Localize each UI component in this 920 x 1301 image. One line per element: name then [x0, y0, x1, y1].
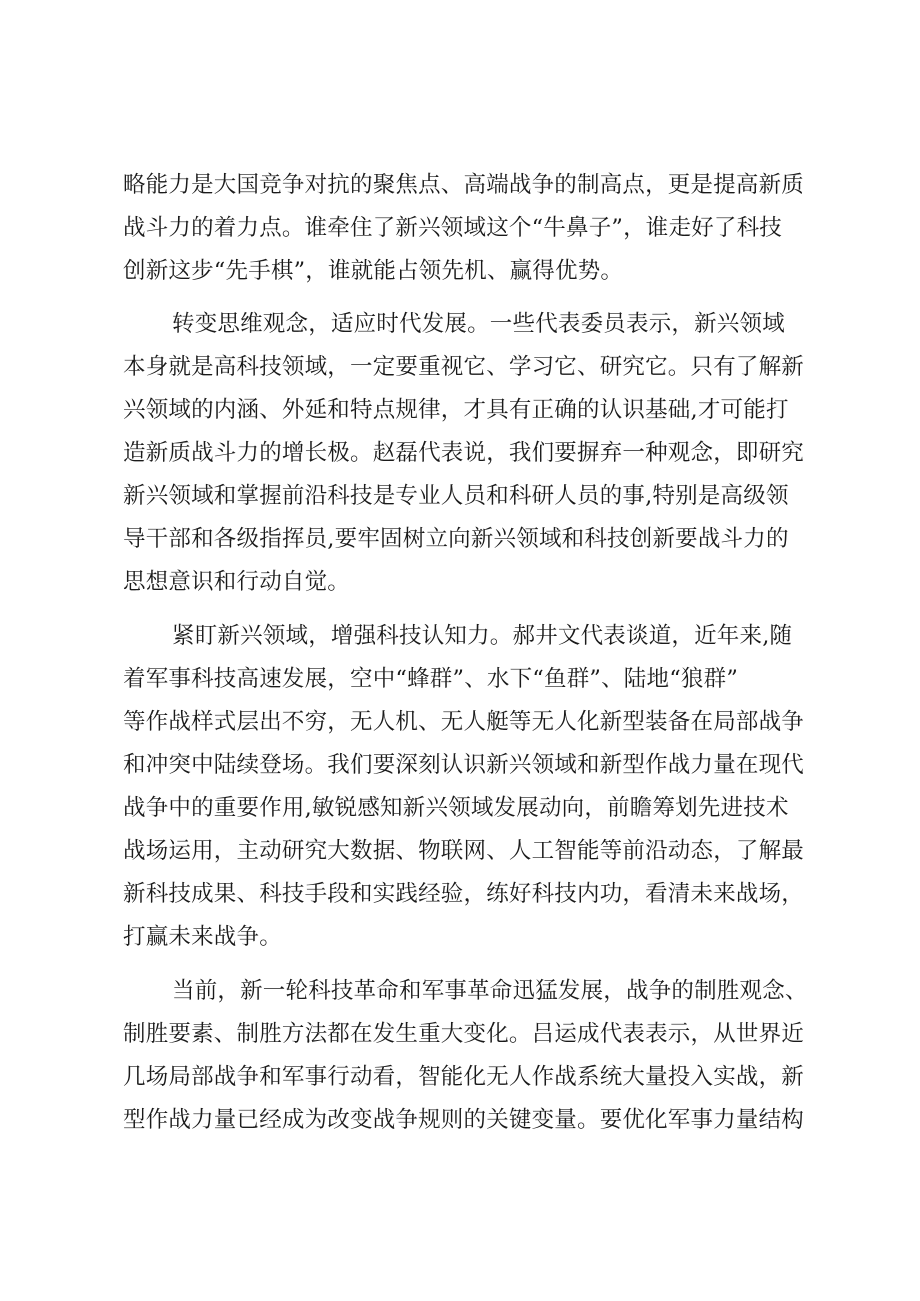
text-line: 战争中的重要作用,敏锐感知新兴领域发展动向，前瞻筹划先进技术	[123, 795, 789, 821]
paragraph-first-line: 紧盯新兴领域，增强科技认知力。郝井文代表谈道，近年来,随	[172, 623, 793, 649]
text-line: 新兴领域和掌握前沿科技是专业人员和科研人员的事,特别是高级领	[123, 483, 789, 509]
text-line: 导干部和各级指挥员,要牢固树立向新兴领域和科技创新要战斗力的	[123, 526, 789, 552]
text-line: 略能力是大国竞争对抗的聚焦点、高端战争的制高点，更是提高新质	[123, 172, 805, 198]
text-line: 打赢未来战争。	[123, 924, 282, 950]
text-line: 等作战样式层出不穷，无人机、无人艇等无人化新型装备在局部战争	[123, 709, 805, 735]
text-line: 战斗力的着力点。谁牵住了新兴领域这个“牛鼻子”，谁走好了科技	[123, 215, 783, 241]
text-line: 着军事科技高速发展，空中“蜂群”、水下“鱼群”、陆地“狼群”	[123, 666, 739, 692]
text-line: 思想意识和行动自觉。	[123, 569, 351, 595]
text-line: 型作战力量已经成为改变战争规则的关键变量。要优化军事力量结构	[123, 1107, 805, 1133]
text-line: 创新这步“先手棋”，谁就能占领先机、赢得优势。	[123, 258, 624, 284]
text-line: 新科技成果、科技手段和实践经验，练好科技内功，看清未来战场，	[123, 881, 805, 907]
text-line: 和冲突中陆续登场。我们要深刻认识新兴领域和新型作战力量在现代	[123, 752, 805, 778]
text-line: 几场局部战争和军事行动看，智能化无人作战系统大量投入实战，新	[123, 1064, 805, 1090]
text-line: 战场运用，主动研究大数据、物联网、人工智能等前沿动态，了解最	[123, 838, 805, 864]
paragraph-first-line: 转变思维观念，适应时代发展。一些代表委员表示，新兴领域	[172, 311, 785, 337]
text-line: 制胜要素、制胜方法都在发生重大变化。吕运成代表表示，从世界近	[123, 1021, 805, 1047]
text-line: 兴领域的内涵、外延和特点规律，才具有正确的认识基础,才可能打	[123, 397, 789, 423]
paragraph-first-line: 当前，新一轮科技革命和军事革命迅猛发展，战争的制胜观念、	[172, 978, 808, 1004]
text-line: 本身就是高科技领域，一定要重视它、学习它、研究它。只有了解新	[123, 354, 805, 380]
text-line: 造新质战斗力的增长极。赵磊代表说，我们要摒弃一种观念，即研究	[123, 440, 805, 466]
